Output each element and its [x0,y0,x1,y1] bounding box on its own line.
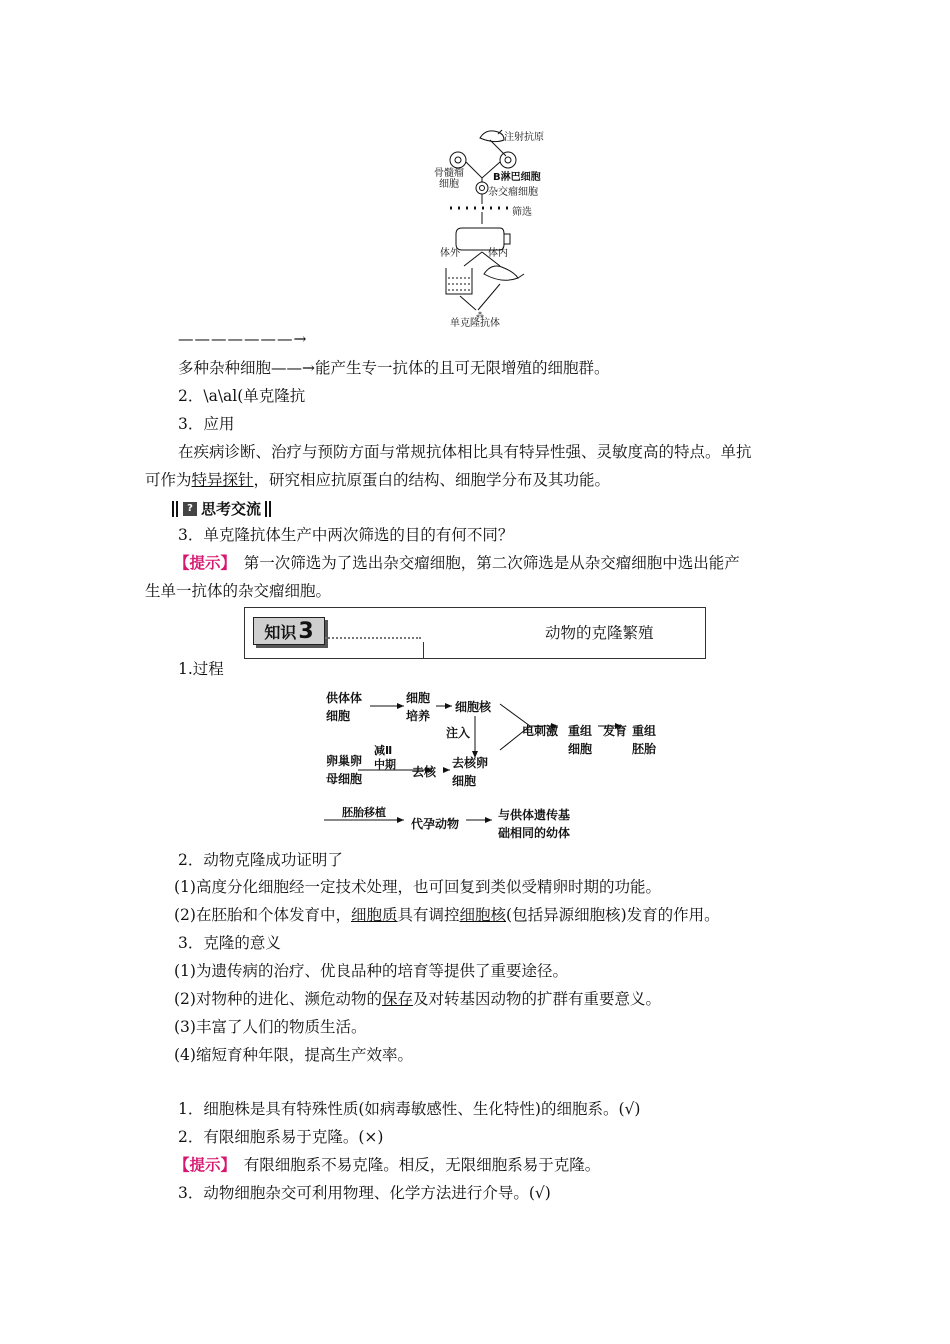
node-offspring [498,806,570,842]
node-text: 细胞 [452,774,477,788]
point-3-1: (1)为遗传病的治疗、优良品种的培育等提供了重要途径。 [174,962,568,980]
label-develop: 发育 [603,724,628,738]
node-text: 重组 [568,724,593,738]
question-3: 3．单克隆抗体生产中两次筛选的目的有何不同？ [178,526,514,544]
label-screen: 筛选 [512,207,532,218]
knowledge-badge-number: 3 [298,618,314,644]
node-text: 卵巢卵 [326,754,363,768]
label-myeloma-2: 细胞 [439,179,459,190]
node-text: 供体体 [326,691,363,705]
text-span: 可作为 [145,471,192,489]
label-electric-shock: 电刺激 [522,724,559,738]
node-donor-cell [326,689,362,725]
bar [265,501,267,517]
node-recombinant-cell [568,722,592,758]
text-span: ，研究相应抗原蛋白的结构、细胞学分布及其功能。 [253,471,611,489]
label-embryo-transfer: 胚胎移植 [342,806,386,819]
heading-clone-proves: 2．动物克隆成功证明了 [178,851,343,869]
svg-text:⁂: ⁂ [476,311,484,320]
bar [269,501,271,517]
label-b-cell: B淋巴细胞 [493,172,541,183]
node-cell-culture [406,689,430,725]
knowledge-badge [253,617,325,645]
point-2-2 [174,904,720,926]
node-text: 母细胞 [326,772,363,786]
knowledge-title: 动物的克隆繁殖 [545,624,654,642]
myeloma-cell-icon [450,152,466,168]
b-cell-icon [500,152,516,168]
node-text: 去核卵 [452,756,489,770]
label-hybridoma: 杂交瘤细胞 [488,187,538,198]
label-inject: 注入 [446,726,471,740]
item-2: 2．\a\al(单克隆抗 [178,387,306,405]
node-text: 培养 [406,709,431,723]
bar [172,501,174,517]
node-text: 重组 [632,724,657,738]
node-nucleus: 细胞核 [455,700,492,714]
label-monoclonal-antibody: 单克隆抗体 [450,318,500,329]
tip-text: 第一次筛选为了选出杂交瘤细胞，第二次筛选是从杂交瘤细胞中选出能产 [228,554,740,572]
underlined-term-cytoplasm: 细胞质 [350,906,398,924]
heading-process: 1.过程 [178,660,224,678]
label-myeloma [434,168,464,190]
tip-1-line-1 [174,552,740,574]
knowledge-badge-text: 知识 [264,622,297,642]
point-3-2 [174,988,661,1010]
point-2-1: (1)高度分化细胞经一定技术处理，也可回复到类似受精卵时期的功能。 [174,878,661,896]
judgement-2: 2．有限细胞系易于克隆。(×) [178,1128,384,1146]
think-exchange-title: 思考交流 [201,500,262,518]
underlined-term-preserve: 保存 [381,990,413,1008]
tip-label: 【提示】 [174,553,229,572]
node-surrogate: 代孕动物 [411,817,460,831]
mouse-icon-2 [484,266,518,280]
mouse-icon [480,131,504,142]
paragraph-hybrid-cells: 多种杂种细胞——→能产生专一抗体的且可无限增殖的细胞群。 [178,359,610,377]
underlined-term-probe: 特异探针 [191,471,254,489]
node-text: 础相同的幼体 [498,826,571,840]
dotted-rule [325,637,421,639]
tip-1-line-2: 生单一抗体的杂交瘤细胞。 [145,582,332,600]
node-recombinant-embryo [632,722,656,758]
bar [176,501,178,517]
judgement-1: 1．细胞株是具有特殊性质(如病毒敏感性、生化特性)的细胞系。(√) [178,1100,641,1118]
node-text: 细胞 [568,742,593,756]
paragraph-application-1: 在疾病诊断、治疗与预防方面与常规抗体相比具有特异性强、灵敏度高的特点。单抗 [178,443,752,461]
text-span: 及对转基因动物的扩群有重要意义。 [412,990,661,1008]
dash-arrow: ———————→ [178,330,308,348]
question-icon: ? [183,502,197,516]
knowledge-3-header [244,607,706,659]
monoclonal-antibody-diagram [420,120,570,328]
point-3-4: (4)缩短育种年限，提高生产效率。 [174,1046,413,1064]
node-text: 细胞 [406,691,431,705]
label-enucleate: 去核 [412,765,437,779]
node-text: 与供体遗传基 [498,808,571,822]
judgement-3: 3．动物细胞杂交可利用物理、化学方法进行介导。(√) [178,1184,551,1202]
label-in-vitro: 体外 [440,248,460,259]
think-exchange-header [172,498,273,519]
node-oocyte [326,752,362,788]
node-text: 胚胎 [632,742,657,756]
heading-clone-significance: 3．克隆的意义 [178,934,281,952]
tip-label: 【提示】 [174,1155,229,1174]
text-span: (2)对物种的进化、濒危动物的 [174,990,382,1008]
node-text: 中期 [374,758,396,771]
paragraph-application-2 [145,469,610,491]
tip-text: 有限细胞系不易克隆。相反，无限细胞系易于克隆。 [228,1156,601,1174]
text-span: 具有调控 [397,906,460,924]
tip-2 [174,1154,600,1176]
label-in-vivo: 体内 [488,248,508,259]
label-inject-antigen: 注射抗原 [504,132,544,143]
label-metaphase-ii [374,744,396,772]
text-span: (2)在胚胎和个体发育中， [174,906,351,924]
underlined-term-nucleus: 细胞核 [459,906,507,924]
text-span: (包括异源细胞核)发育的作用。 [506,906,720,924]
heading-application: 3．应用 [178,415,235,433]
label-myeloma-1: 骨髓瘤 [434,168,464,179]
point-3-3: (3)丰富了人们的物质生活。 [174,1018,367,1036]
tick-mark [423,642,424,658]
hybrid-cell-icon [476,182,488,194]
node-enucleated-oocyte [452,754,488,790]
node-text: 减Ⅱ [374,744,393,757]
node-text: 细胞 [326,709,351,723]
